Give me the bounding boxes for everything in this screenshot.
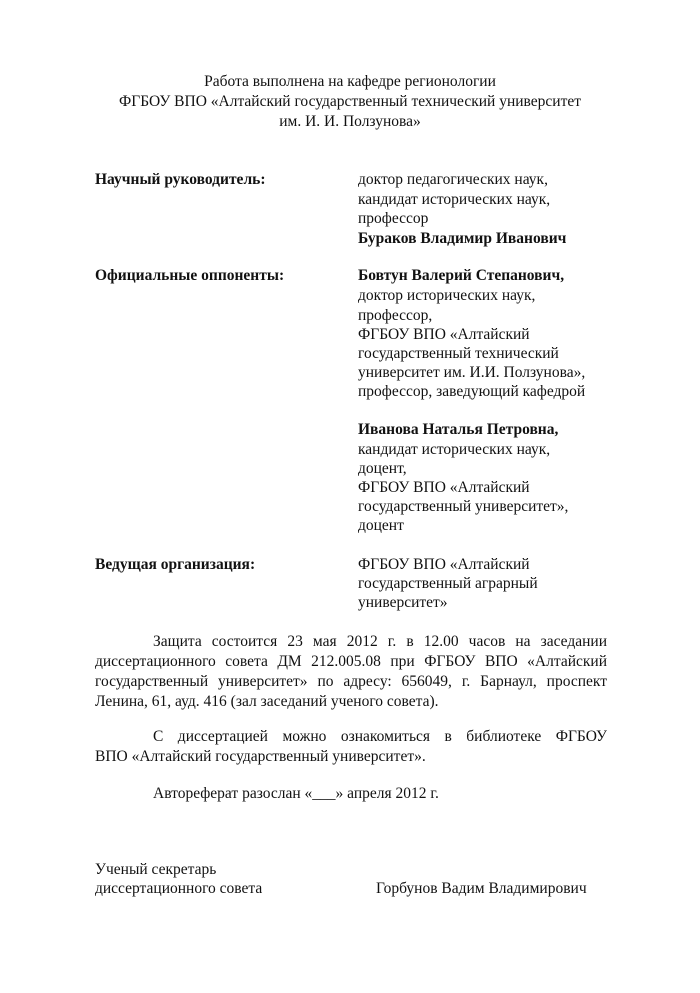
paragraph-line: Защита состоится 23 мая 2012 г. в 12.00 часов на заседании (153, 633, 607, 650)
opponent-1-name: Бовтун Валерий Степанович, (358, 267, 565, 284)
opponents-label: Официальные оппоненты: (95, 267, 285, 284)
opponent-2-line: государственный университет», (358, 498, 569, 515)
paragraph-line: государственный университет» по адресу: 656049, г. Барнаул, проспект (95, 673, 607, 690)
opponent-1-line: профессор, заведующий кафедрой (358, 383, 586, 400)
leading-org-label: Ведущая организация: (95, 556, 256, 573)
header-line-3: им. И. И. Ползунова» (279, 113, 421, 130)
header-line-2: ФГБОУ ВПО «Алтайский государственный технический университет (119, 93, 581, 110)
header-line-1: Работа выполнена на кафедре регионологии (204, 73, 496, 90)
opponent-1-line: профессор, (358, 307, 433, 324)
secretary-name: Горбунов Вадим Владимирович (376, 880, 587, 897)
opponent-1-line: университет им. И.И. Ползунова», (358, 364, 586, 381)
opponent-2-line: ФГБОУ ВПО «Алтайский (358, 479, 530, 496)
paragraph-line: Ленина, 61, ауд. 416 (зал заседаний ученого совета). (95, 693, 439, 710)
distribution-note: Автореферат разослан «___» апреля 2012 г. (153, 785, 439, 802)
secretary-title-2: диссертационного совета (95, 880, 263, 897)
opponent-1-line: доктор исторических наук, (358, 287, 536, 304)
opponent-2-name: Иванова Наталья Петровна, (358, 421, 559, 438)
opponent-1-line: ФГБОУ ВПО «Алтайский (358, 326, 530, 343)
opponent-1-line: государственный технический (358, 345, 559, 362)
paragraph-line: ВПО «Алтайский государственный университет». (95, 748, 426, 765)
leading-org-line: университет» (358, 594, 448, 611)
secretary-title-1: Ученый секретарь (95, 861, 217, 878)
library-paragraph (95, 727, 607, 767)
supervisor-name: Бураков Владимир Иванович (358, 230, 567, 247)
paragraph-line: диссертационного совета ДМ 212.005.08 при ФГБОУ ВПО «Алтайский (95, 653, 607, 670)
opponent-2-line: доцент (358, 517, 404, 534)
supervisor-label: Научный руководитель: (95, 171, 266, 188)
opponent-2-line: доцент, (358, 460, 407, 477)
leading-org-line: государственный аграрный (358, 575, 538, 592)
supervisor-degree-1: доктор педагогических наук, (358, 171, 548, 188)
supervisor-degree-2: кандидат исторических наук, (358, 191, 551, 208)
supervisor-title: профессор (358, 210, 429, 227)
opponent-2-line: кандидат исторических наук, (358, 441, 551, 458)
paragraph-line: С диссертацией можно ознакомиться в библиотеке ФГБОУ (153, 728, 607, 745)
leading-org-line: ФГБОУ ВПО «Алтайский (358, 556, 530, 573)
defense-paragraph (95, 632, 607, 712)
